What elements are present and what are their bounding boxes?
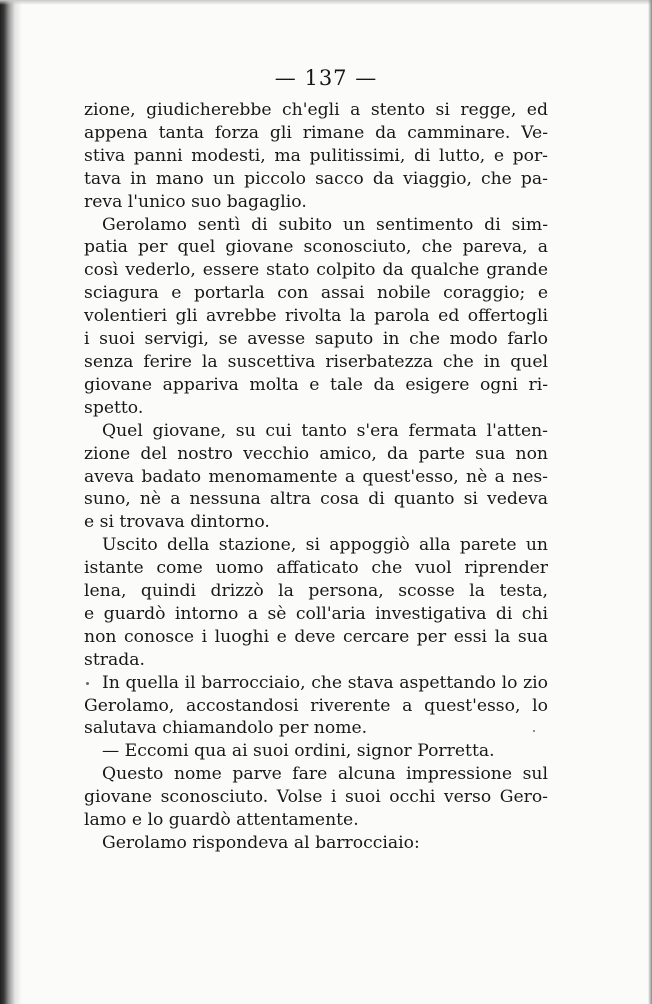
text-line: aveva badato menomamente a quest'esso, nè a nes- [84,466,548,487]
text-line: lena, quindi drizzò la persona, scosse la testa, [84,581,548,602]
text-line: suno, nè a nessuna altra cosa di quanto si vedeva [84,489,548,510]
text-line: strada. [84,649,145,670]
text-line: e guardò intorno a sè coll'aria investigativa di chi [84,603,548,624]
text-line: stiva panni modesti, ma pulitissimi, di lutto, e por- [84,145,548,166]
text-line: giovane appariva molta e tale da esigere ogni ri- [84,374,548,395]
text-line: istante come uomo affaticato che vuol riprender [84,558,548,579]
page-top-edge [0,0,652,5]
page-spine-shadow [0,0,22,1004]
text-line: Gerolamo sentì di subito un sentimento di sim- [102,214,548,235]
text-line: salutava chiamandolo per nome. [84,718,368,739]
page-number: — 137 — [274,66,378,90]
text-line: tava in mano un piccolo sacco da viaggio, che pa- [84,168,548,189]
text-line: Questo nome parve fare alcuna impressione sul [102,764,548,785]
text-line: volentieri gli avrebbe rivolta la parola ed offertogli [84,306,548,327]
text-line: — Eccomi qua ai suoi ordini, signor Porretta. [102,741,495,762]
text-line: sciagura e portarla con assai nobile coraggio; e [84,283,548,304]
text-line: così vederlo, essere stato colpito da qualche grande [84,260,548,281]
page-right-edge [648,0,652,1004]
body-text [84,99,548,855]
text-line: senza ferire la suscettiva riserbatezza che in quel [84,351,548,372]
text-line: i suoi servigi, se avesse saputo in che modo farlo [84,329,548,350]
print-speck [86,682,89,685]
text-line: zione, giudicherebbe ch'egli a stento si regge, ed [84,100,548,120]
text-line: patia per quel giovane sconosciuto, che pareva, a [84,237,548,258]
text-line: spetto. [84,397,144,418]
text-line: Uscito della stazione, si appoggiò alla parete un [102,535,548,556]
text-line: Gerolamo rispondeva al barrocciaio: [102,833,420,853]
print-speck [533,730,535,732]
text-line: zione del nostro vecchio amico, da parte sua non [84,443,548,464]
text-line: lamo e lo guardò attentamente. [84,810,359,831]
text-line: Quel giovane, su cui tanto s'era fermata l'atten- [102,420,548,441]
text-line: e si trovava dintorno. [84,512,270,533]
text-line: Gerolamo, accostandosi riverente a quest'esso, lo [84,695,548,716]
text-line: appena tanta forza gli rimane da camminare. Ve- [84,122,548,143]
text-line: non conosce i luoghi e deve cercare per essi la sua [84,626,548,647]
text-line: giovane sconosciuto. Volse i suoi occhi verso Gero- [84,787,548,808]
text-line: reva l'unico suo bagaglio. [84,191,307,212]
text-line: In quella il barrocciaio, che stava aspettando lo zio [102,672,548,693]
